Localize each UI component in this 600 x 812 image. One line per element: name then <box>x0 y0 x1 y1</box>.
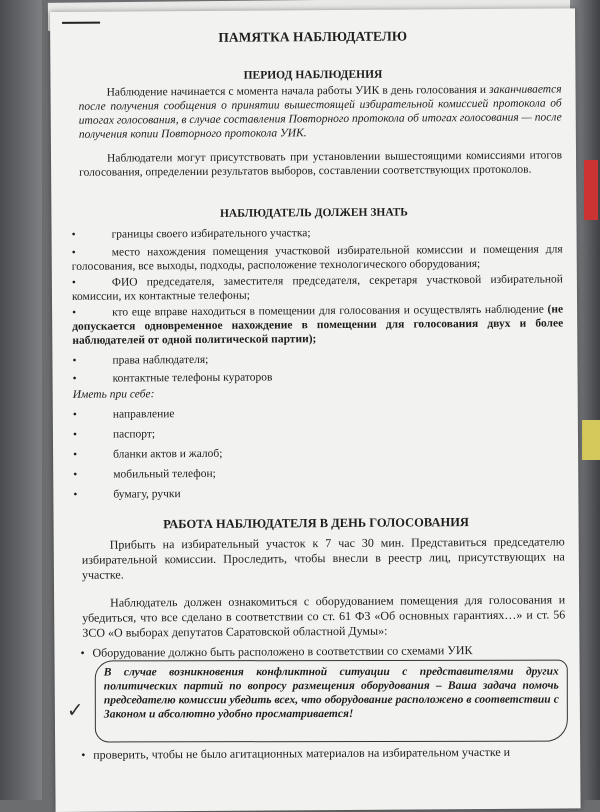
red-tab <box>584 160 598 220</box>
document-page <box>50 8 581 812</box>
list-item: • кто еще вправе находиться в помещении для голосования и осуществлять наблюдение (не допускается одновременное нахождение в помещении для голосования двух и более наблюдателей от одной политической партии); <box>72 303 564 347</box>
period-paragraph-2 <box>79 148 562 179</box>
section-heading-must-know: НАБЛЮДАТЕЛЬ ДОЛЖЕН ЗНАТЬ <box>219 206 408 220</box>
period-paragraph-1-italic: заканчивается после получения сообщения о принятии вышестоящей избирательной комиссией протокола об итогах голосования, в случае составления Повторного протокола об итогах голосования — после получения копии Повторного протокола УИК. <box>78 83 562 141</box>
period-paragraph-1-start: Наблюдение начинается с момента начала работы УИК в день голосования и <box>106 83 490 99</box>
list-item: • границы своего избирательного участка; <box>71 227 311 241</box>
list-item: • контактные телефоны кураторов <box>72 371 273 385</box>
voting-day-paragraph-2: Наблюдатель должен ознакомиться с оборудованием помещения для голосования и убедиться, что все сделано в соответствии со ст. 61 ФЗ «Об основных гарантиях…» и ст. 56 ЗСО «О выборах депутатов Саратовской областной Думы»: <box>82 592 566 640</box>
period-paragraph-2-text: Наблюдатели могут присутствовать при установлении вышестоящими комиссиями итогов голосования, определении результатов выборов, составлении соответствующих протоколов. <box>79 149 563 179</box>
list-item: • мобильный телефон; <box>73 467 216 481</box>
list-item: • место нахождения помещения участковой избирательной комиссии и помещения для голосования, все выходы, подходы, расположение технологического оборудования; <box>71 243 563 273</box>
section-heading-period: ПЕРИОД НАБЛЮДЕНИЯ <box>243 68 383 82</box>
list-item: • проверить, чтобы не было агитационных материалов на избирательном участке и <box>81 744 511 762</box>
list-item: • бланки актов и жалоб; <box>73 447 223 461</box>
list-item: • права наблюдателя; <box>72 353 209 367</box>
handwritten-circled-note: В случае возникновения конфликтной ситуации с представителями других политических партий по вопросу размещения оборудования – Ваша задача помочь председателю комиссии убедить всех, что оборудование расположено в соответствии с Законом и абсолютно удобно просматривается! <box>95 660 568 743</box>
list-item: • бумагу, ручки <box>73 488 181 501</box>
carry-label: Иметь при себе: <box>72 388 155 401</box>
section-heading-voting-day: РАБОТА НАБЛЮДАТЕЛЯ В ДЕНЬ ГОЛОСОВАНИЯ <box>163 515 469 532</box>
list-item: • ФИО председателя, заместителя председателя, секретаря участковой избирательной комиссии, их контактные телефоны; <box>71 273 563 303</box>
period-paragraph-1 <box>79 82 562 141</box>
check-mark: ✓ <box>66 699 84 722</box>
list-item: • направление <box>72 408 175 421</box>
document-title: ПАМЯТКА НАБЛЮДАТЕЛЮ <box>218 28 408 45</box>
pen-mark <box>62 22 100 24</box>
list-item: • паспорт; <box>72 428 156 441</box>
desk-left-edge <box>0 0 42 800</box>
voting-day-paragraph-1: Прибыть на избирательный участок к 7 час 30 мин. Представиться председателю избирательной комиссии. Проследить, чтобы внесли в реестр лиц, присутствующих на участке. <box>81 534 565 582</box>
list-item: • Оборудование должно быть расположено в соответствии со схемами УИК <box>80 643 473 660</box>
yellow-tab <box>582 420 600 460</box>
